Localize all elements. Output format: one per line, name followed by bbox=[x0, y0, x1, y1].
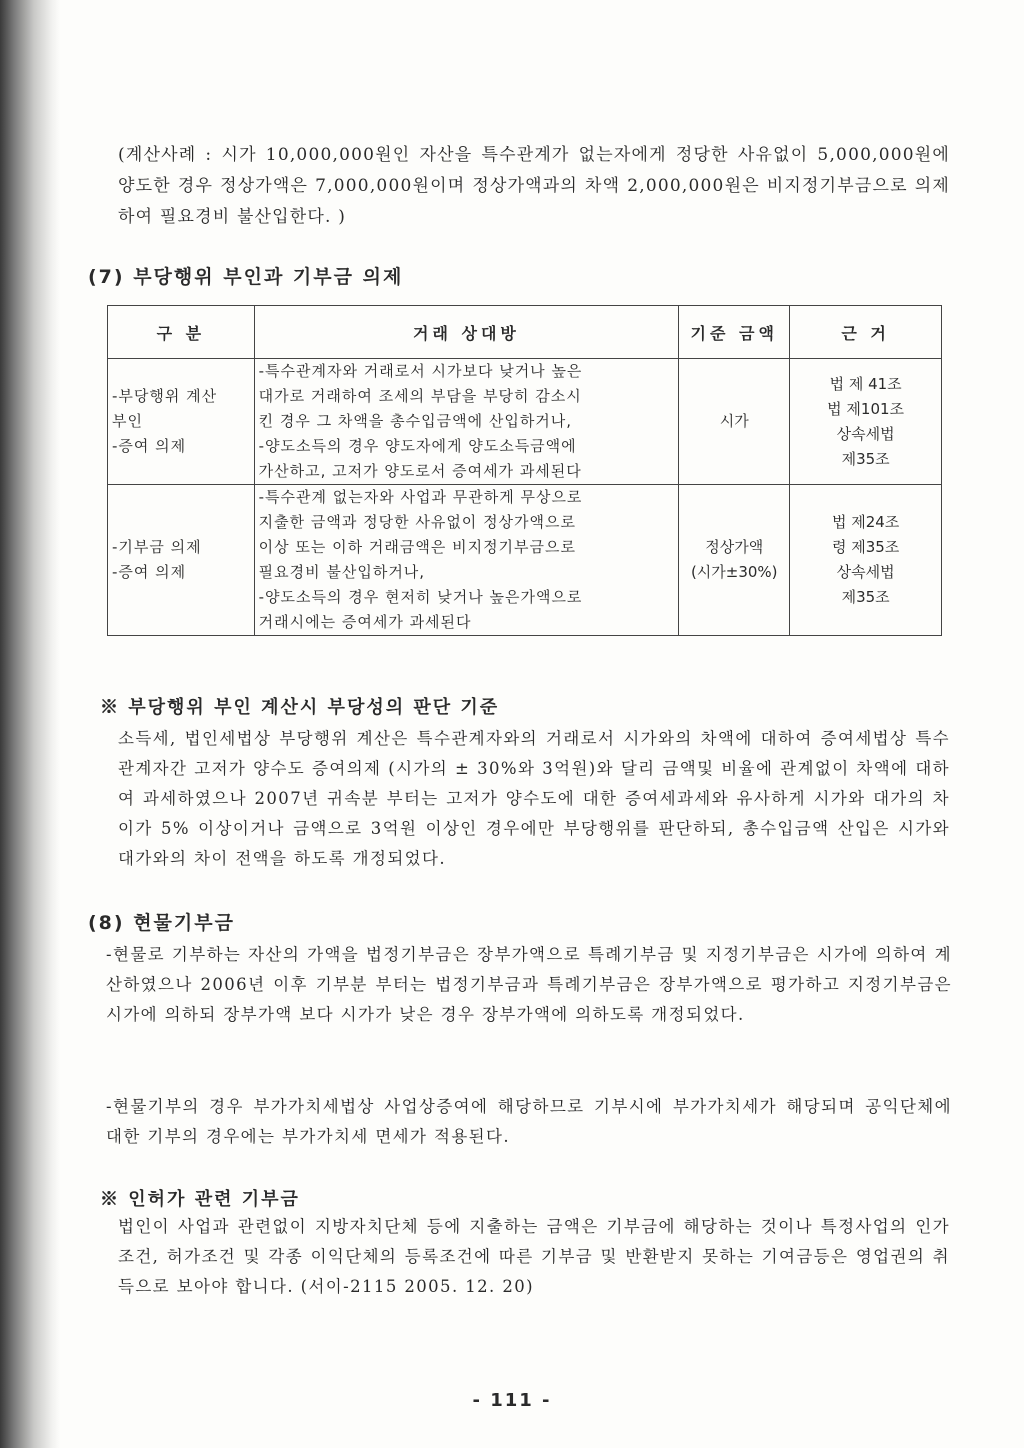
amount-line: 정상가액 bbox=[705, 538, 764, 556]
description-line: -양도소득의 경우 현저히 낮거나 높은가액으로 bbox=[258, 588, 583, 606]
amount-line: (시가±30%) bbox=[690, 563, 778, 581]
table-row bbox=[108, 485, 942, 636]
in-kind-donation-item-1: -현물로 기부하는 자산의 가액을 법정기부금은 장부가액으로 특례기부금 및 지정기부금은 시가에 의하여 계산하였으나 2006년 이후 기부분 부터는 법정기부금과 특례기부금은 장부가액으로 평가하고 지정기부금은 시가에 의하되 장부가액 보다 시가가 낮은 경우 장부가액에 의하도록 개정되었다. bbox=[106, 945, 952, 1024]
in-kind-donation-item-2: -현물기부의 경우 부가가치세법상 사업상증여에 해당하므로 기부시에 부가가치세가 해당되며 공익단체에 대한 기부의 경우에는 부가가치세 면세가 적용된다. bbox=[106, 1097, 952, 1146]
description-line: 가산하고, 고저가 양도로서 증여세가 과세된다 bbox=[258, 462, 582, 480]
header-base-amount: 기준 금액 bbox=[679, 306, 790, 359]
basis-line: 상속세법 bbox=[836, 563, 895, 581]
table-header-row bbox=[108, 306, 942, 359]
basis-line: 제35조 bbox=[841, 588, 890, 606]
row-1-description bbox=[254, 359, 679, 485]
header-category: 구 분 bbox=[108, 306, 255, 359]
row-2-amount bbox=[679, 485, 790, 636]
row-1-amount: 시가 bbox=[679, 359, 790, 485]
basis-line: 법 제101조 bbox=[827, 399, 905, 418]
description-line: 거래시에는 증여세가 과세된다 bbox=[258, 613, 472, 631]
note-license-donation-heading: ※ 인허가 관련 기부금 bbox=[100, 1189, 300, 1210]
header-legal-basis: 근 거 bbox=[790, 306, 942, 359]
basis-line: 제35조 bbox=[841, 449, 890, 468]
note-unfair-act-criteria-heading: ※ 부당행위 부인 계산시 부당성의 판단 기준 bbox=[100, 697, 500, 718]
category-line: 부인 bbox=[112, 412, 143, 430]
row-1-category bbox=[108, 359, 255, 485]
row-2-basis bbox=[790, 485, 942, 636]
page-number: - 111 - bbox=[472, 1390, 552, 1411]
table-row bbox=[108, 359, 942, 485]
unfair-act-table bbox=[107, 305, 942, 636]
description-line: -특수관계 없는자와 사업과 무관하게 무상으로 bbox=[258, 488, 583, 506]
note-license-donation-text: 법인이 사업과 관련없이 지방자치단체 등에 지출하는 금액은 기부금에 해당하는 것이나 특정사업의 인가조건, 허가조건 및 각종 이익단체의 등록조건에 따른 기부금 및 반환받지 못하는 기여금등은 영업권의 취득으로 보아야 합니다. (서이-2115 2005. 12. 20) bbox=[118, 1217, 950, 1296]
basis-line: 법 제24조 bbox=[831, 513, 900, 531]
category-line: -기부금 의제 bbox=[112, 538, 202, 556]
row-1-basis bbox=[790, 359, 942, 485]
calculation-example: (계산사례 : 시가 10,000,000원인 자산을 특수관계가 없는자에게 정당한 사유없이 5,000,000원에 양도한 경우 정상가액은 7,000,000원이며 정상가액과의 차액 2,000,000원은 비지정기부금으로 의제하여 필요경비 불산입한다. ) bbox=[118, 145, 950, 227]
description-line: 필요경비 불산입하거나, bbox=[258, 563, 426, 581]
header-counterparty: 거래 상대방 bbox=[254, 306, 679, 359]
basis-line: 상속세법 bbox=[836, 424, 895, 443]
note-unfair-act-criteria-text: 소득세, 법인세법상 부당행위 계산은 특수관계자와의 거래로서 시가와의 차액에 대하여 증여세법상 특수관계자간 고저가 양수도 증여의제 (시가의 ± 30%와 3억원)와 달리 금액및 비율에 관계없이 차액에 대하여 과세하였으나 2007년 귀속분 부터는 고저가 양수도에 대한 증여세과세와 유사하게 시가와 대가의 차이가 5% 이상이거나 금액으로 3억원 이상인 경우에만 부당행위를 판단하되, 총수입금액 산입은 시가와 대가와의 차이 전액을 하도록 개정되었다. bbox=[118, 729, 950, 868]
category-line: -증여 의제 bbox=[112, 563, 187, 581]
description-line: 킨 경우 그 차액을 총수입금액에 산입하거나, bbox=[258, 412, 573, 430]
category-line: -부당행위 계산 bbox=[112, 387, 218, 405]
row-2-category bbox=[108, 485, 255, 636]
description-line: 지출한 금액과 정당한 사유없이 정상가액으로 bbox=[258, 513, 577, 531]
description-line: 이상 또는 이하 거래금액은 비지정기부금으로 bbox=[258, 538, 577, 556]
description-line: -양도소득의 경우 양도자에게 양도소득금액에 bbox=[258, 437, 577, 455]
row-2-description bbox=[254, 485, 679, 636]
description-line: 대가로 거래하여 조세의 부담을 부당히 감소시 bbox=[258, 387, 582, 405]
category-line: -증여 의제 bbox=[112, 437, 187, 455]
basis-line: 령 제35조 bbox=[831, 538, 900, 556]
section-8-heading: (8) 현물기부금 bbox=[88, 912, 235, 934]
description-line: -특수관계자와 거래로서 시가보다 낮거나 높은 bbox=[258, 362, 583, 380]
section-7-heading: (7) 부당행위 부인과 기부금 의제 bbox=[88, 266, 404, 288]
basis-line: 법 제 41조 bbox=[829, 374, 902, 393]
